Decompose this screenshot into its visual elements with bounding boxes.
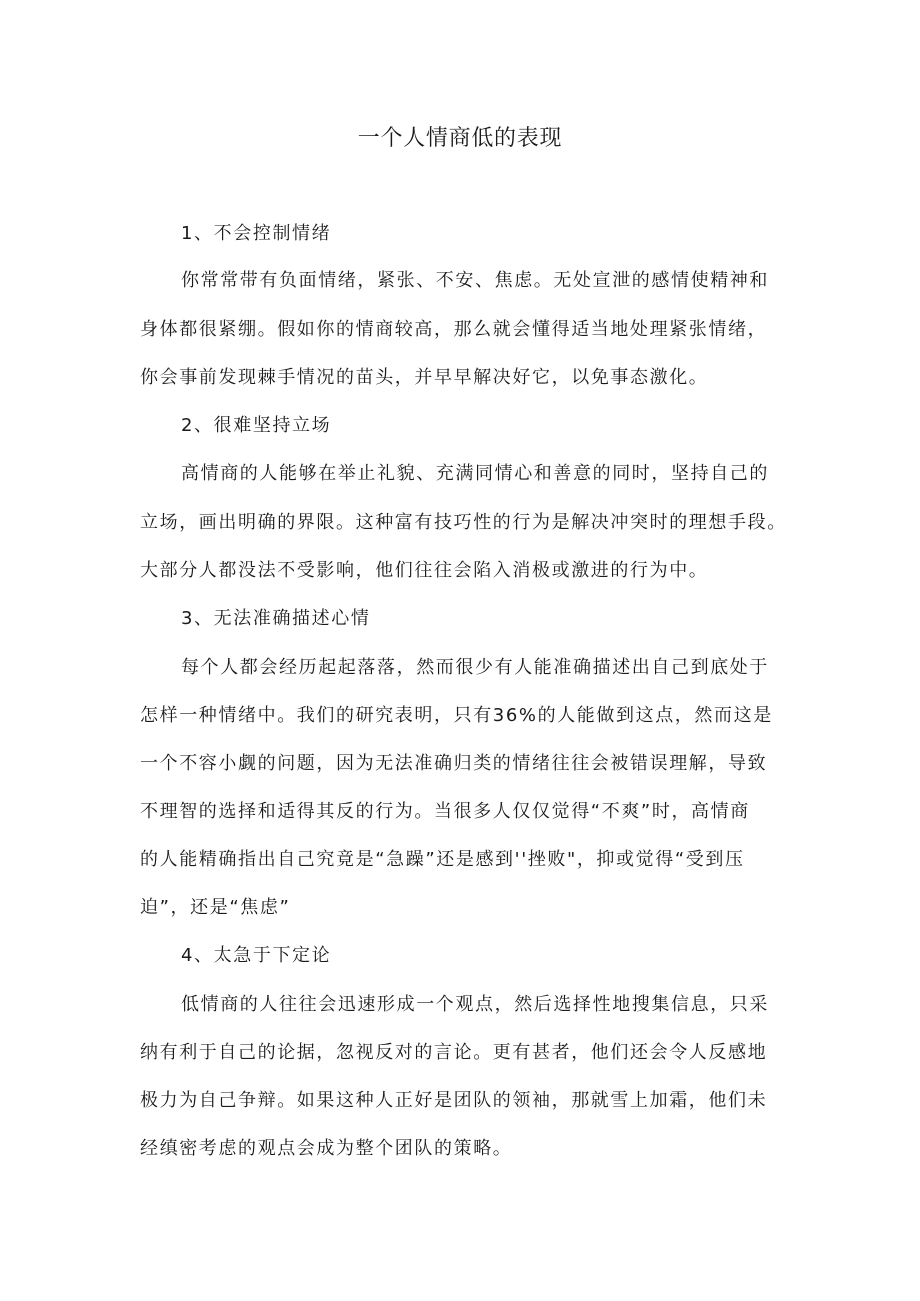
- section-3-line-3: 一个不容小觑的问题，因为无法准确归类的情绪往往会被错误理解，导致: [140, 753, 768, 774]
- section-4-line-2: 纳有利于自己的论据，忽视反对的言论。更有甚者，他们还会令人反感地: [140, 1042, 768, 1063]
- section-1-line-3: 你会事前发现棘手情况的苗头，并早早解决好它，以免事态激化。: [140, 367, 709, 388]
- section-2-heading: 2、很难坚持立场: [181, 415, 332, 436]
- section-3-line-1: 每个人都会经历起起落落，然而很少有人能准确描述出自己到底处于: [181, 657, 769, 678]
- section-2-line-3: 大部分人都没法不受影响，他们往往会陷入消极或激进的行为中。: [140, 560, 709, 581]
- section-4-heading: 4、太急于下定论: [181, 945, 332, 966]
- section-1-line-1: 你常常带有负面情绪，紧张、不安、焦虑。无处宣泄的感情使精神和: [181, 270, 769, 291]
- section-4-line-1: 低情商的人往往会迅速形成一个观点，然后选择性地搜集信息，只采: [181, 994, 769, 1015]
- section-2-line-1: 高情商的人能够在举止礼貌、充满同情心和善意的同时，坚持自己的: [181, 463, 769, 484]
- section-3-line-2: 怎样一种情绪中。我们的研究表明，只有36%的人能做到这点，然而这是: [140, 705, 773, 726]
- section-2-line-2: 立场，画出明确的界限。这种富有技巧性的行为是解决冲突时的理想手段。: [140, 512, 787, 533]
- document-title: 一个人情商低的表现: [357, 126, 563, 151]
- section-3-line-6: 迫”，还是“焦虑”: [140, 897, 291, 918]
- section-1-line-2: 身体都很紧绷。假如你的情商较高，那么就会懂得适当地处理紧张情绪，: [140, 319, 768, 340]
- section-4-line-4: 经缜密考虑的观点会成为整个团队的策略。: [140, 1138, 513, 1159]
- section-3-heading: 3、无法准确描述心情: [181, 608, 371, 629]
- section-1-heading: 1、不会控制情绪: [181, 223, 332, 244]
- section-3-line-4: 不理智的选择和适得其反的行为。当很多人仅仅觉得“不爽”时，高情商: [140, 801, 750, 822]
- section-3-line-5: 的人能精确指出自己究竟是“急躁”还是感到''挫败"，抑或觉得“受到压: [140, 849, 745, 870]
- section-4-line-3: 极力为自己争辩。如果这种人正好是团队的领袖，那就雪上加霜，他们未: [140, 1090, 768, 1111]
